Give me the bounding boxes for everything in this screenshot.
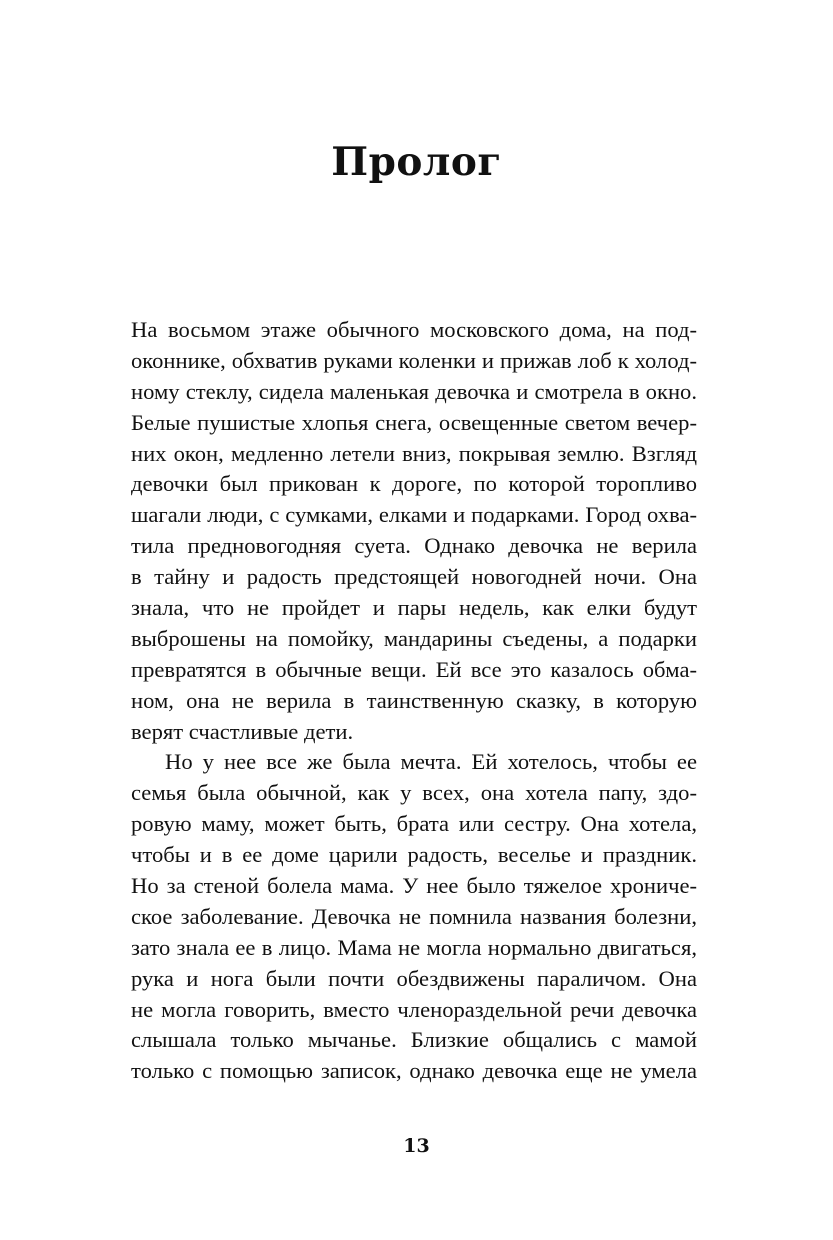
text-line: Но у нее все же была мечта. Ей хотелось, чтобы ее: [165, 749, 697, 775]
text-line: знала, что не пройдет и пары недель, как елки будут: [131, 595, 697, 621]
text-line: ном, она не верила в таинственную сказку, в которую: [131, 687, 697, 713]
text-line: выброшены на помойку, мандарины съедены, а подарки: [131, 625, 697, 651]
text-line: Белые пушистые хлопья снега, освещенные светом вечер-: [131, 409, 697, 435]
text-line: только с помощью записок, однако девочка еще не умела: [131, 1058, 697, 1084]
text-line: На восьмом этаже обычного московского дома, на под-: [131, 317, 697, 342]
text-line: не могла говорить, вместо членораздельной речи девочка: [131, 996, 697, 1022]
text-line: верят счастливые дети.: [131, 718, 354, 744]
body-text: [131, 315, 697, 1087]
text-line: превратятся в обычные вещи. Ей все это казалось обма-: [131, 656, 697, 682]
text-line: шагали люди, с сумками, елками и подарками. Город охва-: [131, 502, 697, 528]
text-line: девочки был прикован к дороге, по которой торопливо: [131, 471, 697, 497]
text-line: чтобы и в ее доме царили радость, веселье и праздник.: [131, 842, 697, 868]
chapter-title: Пролог: [331, 139, 502, 185]
text-line: ному стеклу, сидела маленькая девочка и смотрела в окно.: [131, 378, 697, 404]
text-line: зато знала ее в лицо. Мама не могла нормально двигаться,: [131, 934, 697, 960]
page-number: 13: [403, 1135, 430, 1157]
text-line: Но за стеной болела мама. У нее было тяжелое хрониче-: [131, 873, 697, 899]
text-line: тила предновогодняя суета. Однако девочка не верила: [131, 533, 697, 559]
text-line: в тайну и радость предстоящей новогодней ночи. Она: [131, 564, 697, 590]
text-line: семья была обычной, как у всех, она хотела папу, здо-: [131, 780, 697, 806]
text-line: рука и нога были почти обездвижены параличом. Она: [131, 965, 697, 991]
text-line: ское заболевание. Девочка не помнила названия болезни,: [131, 903, 697, 929]
text-line: слышала только мычанье. Близкие общались с мамой: [131, 1027, 697, 1053]
text-line: оконнике, обхватив руками коленки и прижав лоб к холод-: [131, 347, 697, 373]
text-line: них окон, медленно летели вниз, покрывая землю. Взгляд: [131, 440, 697, 466]
text-line: ровую маму, может быть, брата или сестру. Она хотела,: [131, 811, 697, 837]
